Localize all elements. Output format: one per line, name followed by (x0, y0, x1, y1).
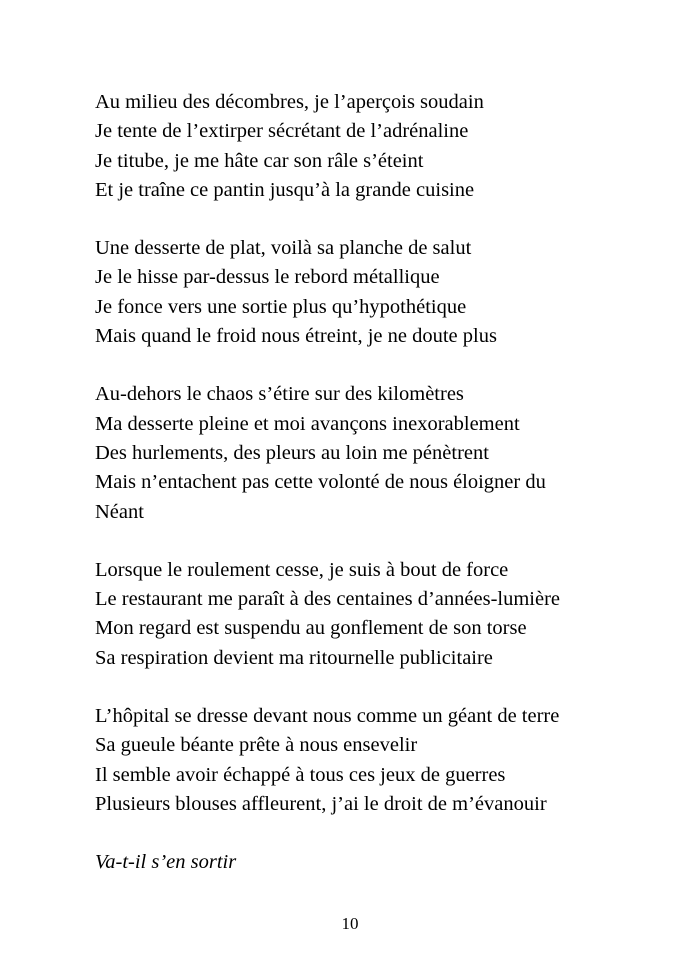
poem-line: Au milieu des décombres, je l’aperçois soudain (95, 91, 484, 113)
poem-line: Je titube, je me hâte car son râle s’éteint (95, 149, 424, 172)
stanza-2 (95, 234, 675, 351)
poem-line: Et je traîne ce pantin jusqu’à la grande cuisine (95, 178, 475, 201)
poem-line: Je le hisse par-dessus le rebord métallique (95, 266, 440, 289)
closing-line: Va-t-il s’en sortir (95, 851, 237, 874)
stanza-1 (95, 88, 675, 205)
poem-line: Lorsque le roulement cesse, je suis à bout de force (95, 558, 509, 581)
poem-line: Au-dehors le chaos s’étire sur des kilomètres (95, 383, 464, 406)
poem-line: Ma desserte pleine et moi avançons inexorablement (95, 412, 520, 435)
page-number: 10 (341, 914, 359, 933)
poem-line: Il semble avoir échappé à tous ces jeux de guerres (95, 763, 506, 786)
stanza-5 (95, 702, 675, 819)
poem-line: Des hurlements, des pleurs au loin me pénètrent (95, 441, 489, 464)
poem-line: Je tente de l’extirper sécrétant de l’adrénaline (95, 120, 469, 143)
poem-line: Sa respiration devient ma ritournelle publicitaire (95, 646, 493, 669)
poem-line: Une desserte de plat, voilà sa planche de salut (95, 237, 472, 260)
poem-line: Je fonce vers une sortie plus qu’hypothétique (95, 295, 467, 318)
poem-line: Plusieurs blouses affleurent, j’ai le droit de m’évanouir (95, 792, 547, 815)
stanza-3 (95, 380, 675, 526)
poem-line: L’hôpital se dresse devant nous comme un géant de terre (95, 705, 560, 728)
stanza-4 (95, 556, 675, 673)
poem (95, 88, 675, 878)
poem-line: Néant (95, 500, 144, 523)
poem-line: Le restaurant me paraît à des centaines d’années-lumière (95, 588, 561, 611)
poem-line: Mon regard est suspendu au gonflement de son torse (95, 617, 527, 640)
poem-line: Mais quand le froid nous étreint, je ne doute plus (95, 325, 497, 348)
poem-line: Sa gueule béante prête à nous ensevelir (95, 734, 418, 757)
poem-line: Mais n’entachent pas cette volonté de nous éloigner du (95, 471, 546, 494)
